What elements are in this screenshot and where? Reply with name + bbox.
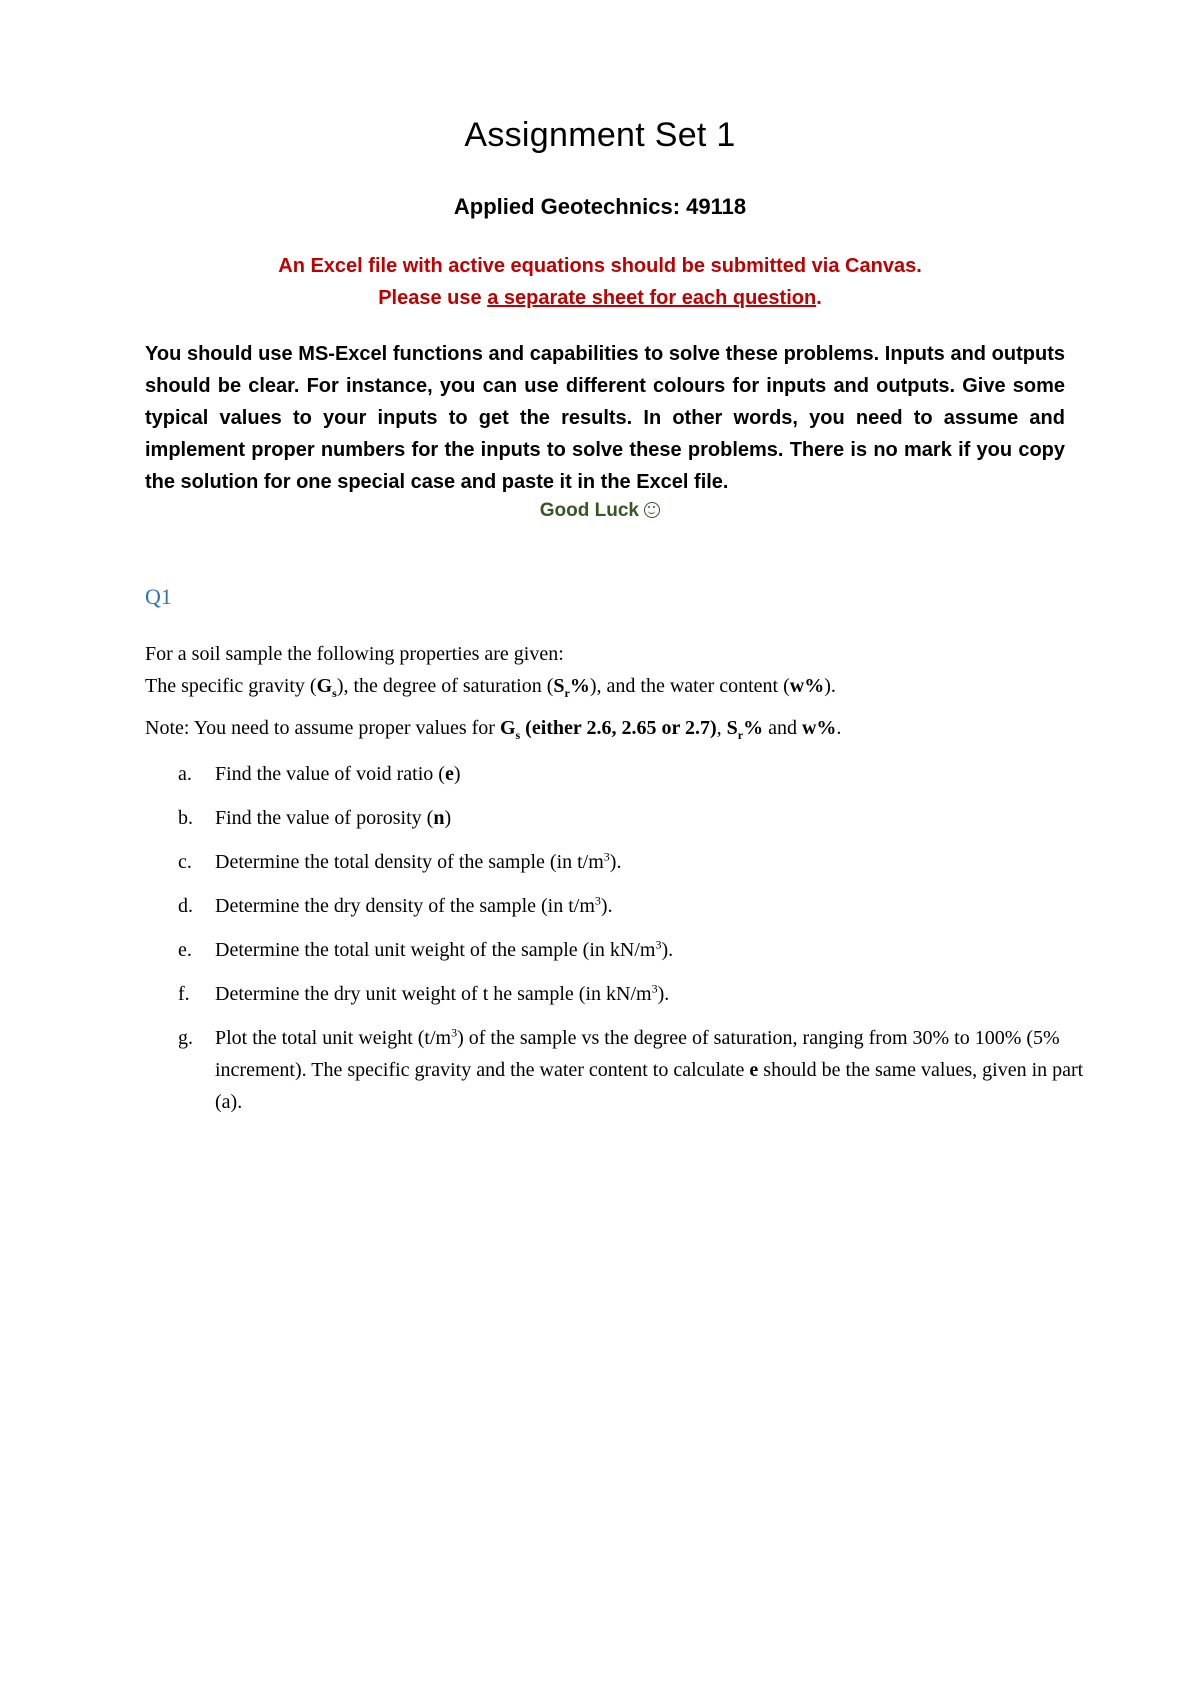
- note-gs: $G_s$ (either 2.6, 2.65 or 2.7): [499, 717, 717, 742]
- page-title: Assignment Set 1: [464, 116, 736, 154]
- intro-text-a: The specific gravity (: [145, 675, 317, 697]
- good-luck-text: [0, 500, 1200, 522]
- good-luck-label: Good Luck: [539, 500, 639, 521]
- notice-underlined: a separate sheet for each question: [487, 287, 817, 309]
- submission-notice: [0, 250, 1200, 314]
- note-sr: $S_r\%$: [726, 717, 764, 742]
- intro-text-d: ).: [824, 675, 836, 697]
- list-item: a. Find the value of void ratio (e): [178, 763, 461, 785]
- intro-text-c: ), and the water content (: [589, 675, 790, 697]
- smile-icon: [644, 502, 660, 518]
- list-item: e. Determine the total unit weight of the sample (in $kN/m^3$).: [178, 937, 674, 961]
- list-item: c. Determine the total density of the sample (in $t/m^3$).: [178, 849, 622, 873]
- list-item: b. Find the value of porosity (n): [178, 807, 452, 829]
- list-item: d. Determine the dry density of the sample (in $t/m^3$).: [178, 893, 613, 917]
- intro-text-b: ), the degree of saturation (: [336, 675, 554, 697]
- list-item: g. Plot the total unit weight $(t/m^3)$ of the sample vs the degree of saturation, ranging from 30% to 100% (5% increment). The specific gravity and the water content to calculate e should be the same values, given in part (a).: [178, 1025, 1084, 1113]
- w-symbol: w%: [789, 675, 825, 697]
- question-note: Note: You need to assume proper values for $G_s$ (either 2.6, 2.65 or 2.7), $S_r\%$ and w%.: [145, 717, 842, 742]
- intro-line-1: For a soil sample the following properties are given:: [145, 643, 564, 665]
- sr-symbol: $S_r\%$: [553, 675, 590, 700]
- list-item: f. Determine the dry unit weight of t he sample (in $kN/m^3$).: [178, 981, 670, 1005]
- question-parts-list: [145, 758, 1085, 1130]
- course-subtitle: Applied Geotechnics: 49118: [453, 194, 747, 219]
- notice-line-2: [0, 282, 1200, 314]
- instructions-paragraph: You should use MS-Excel functions and capabilities to solve these problems. Inputs and outputs should be clear. For instance, you can use different colours for inputs and outputs. Give some typical values to your inputs to get the results. In other words, you need to assume and implement proper numbers for the inputs to solve these problems. There is no mark if you copy the solution for one special case and paste it in the Excel file.: [145, 343, 1065, 493]
- notice-prefix: Please use: [378, 287, 488, 309]
- intro-line-2: [145, 670, 1085, 702]
- notice-line-1: An Excel file with active equations should be submitted via Canvas.: [278, 255, 922, 277]
- question-heading: Q1: [145, 584, 172, 609]
- note-text: Note: You need to assume proper values for: [145, 717, 500, 739]
- notice-suffix: .: [816, 287, 822, 309]
- question-intro: [145, 638, 1085, 702]
- gs-symbol: $G_s$: [316, 675, 337, 700]
- note-w: w%: [801, 717, 837, 739]
